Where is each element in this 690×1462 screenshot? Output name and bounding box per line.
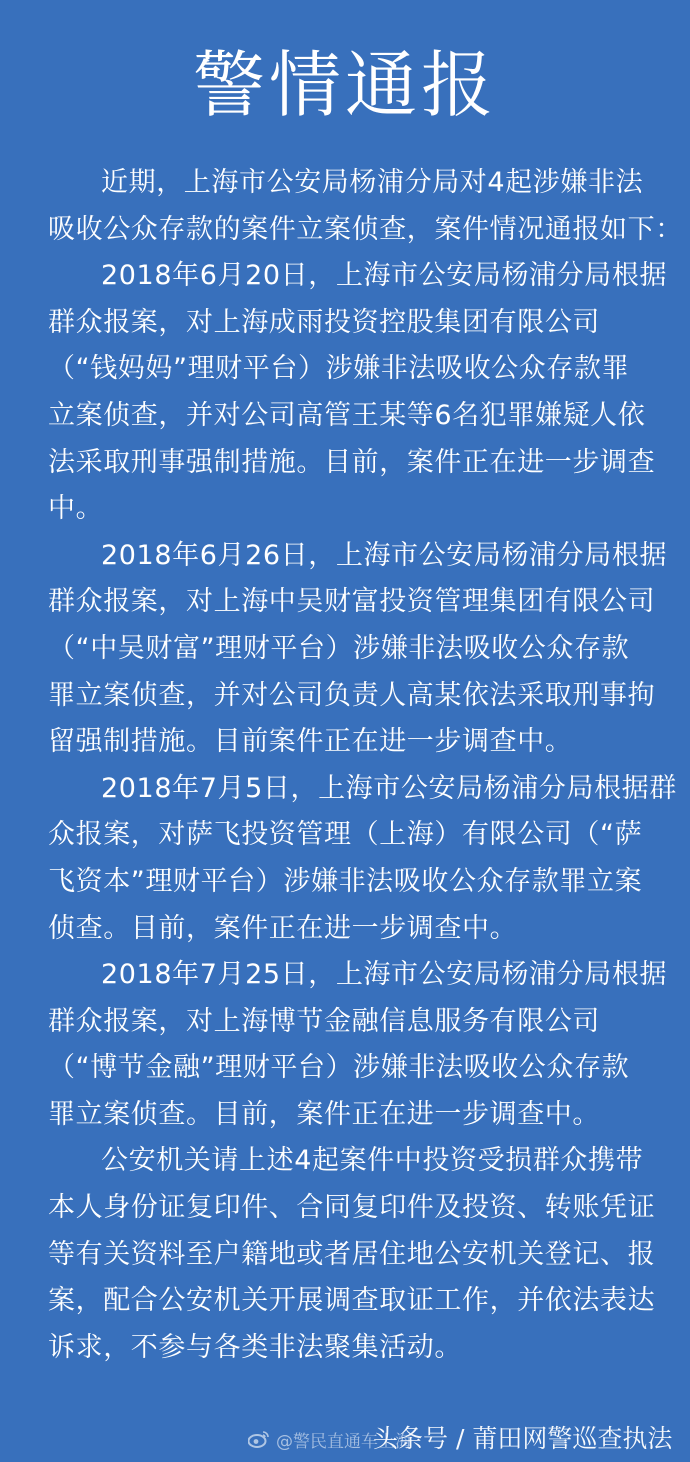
text-line: 立案侦查，并对公司高管王某等6名犯罪嫌疑人依: [48, 399, 646, 431]
text-line: 案，配合公安机关开展调查取证工作，并依法表达: [48, 1285, 656, 1317]
text-line: 群众报案，对上海成雨投资控股集团有限公司: [48, 306, 600, 338]
bulletin-body: [48, 160, 683, 1371]
text-line: 飞资本”理财平台）涉嫌非法吸收公众存款罪立案: [48, 865, 643, 897]
text-line: 法采取刑事强制措施。目前，案件正在进一步调查: [48, 446, 656, 478]
text-line: 中。: [48, 493, 104, 525]
weibo-handle: @警民直通车上海: [276, 1431, 412, 1452]
text-line: 众报案，对萨飞投资管理（上海）有限公司（“萨: [48, 819, 643, 851]
text-line: 2018年7月5日，上海市公安局杨浦分局根据群: [101, 772, 677, 804]
text-line: 公安机关请上述4起案件中投资受损群众携带: [101, 1145, 644, 1177]
page-title: 警情通报: [192, 43, 497, 127]
text-line: （“中吴财富”理财平台）涉嫌非法吸收公众存款: [48, 632, 630, 664]
text-line: （“博节金融”理财平台）涉嫌非法吸收公众存款: [48, 1052, 630, 1084]
text-line: 近期，上海市公安局杨浦分局对4起涉嫌非法: [101, 167, 644, 198]
weibo-logo-icon: [248, 1430, 270, 1448]
text-line: 2018年7月25日，上海市公安局杨浦分局根据: [101, 959, 668, 991]
text-line: 罪立案侦查，并对公司负责人高某依法采取刑事拘: [48, 679, 656, 711]
text-line: 诉求，不参与各类非法聚集活动。: [48, 1331, 462, 1363]
text-line: 2018年6月26日，上海市公安局杨浦分局根据: [101, 539, 668, 571]
text-line: 吸收公众存款的案件立案侦查，案件情况通报如下：: [48, 213, 683, 245]
text-line: 群众报案，对上海博节金融信息服务有限公司: [48, 1005, 600, 1037]
toutiao-source: 头条号 / 莆田网警巡查执法: [373, 1424, 673, 1453]
text-line: 等有关资料至户籍地或者居住地公安机关登记、报: [48, 1238, 656, 1270]
text-line: 留强制措施。目前案件正在进一步调查中。: [48, 726, 573, 758]
text-line: 本人身份证复印件、合同复印件及投资、转账凭证: [48, 1192, 656, 1224]
watermark: [248, 1422, 673, 1456]
text-line: 群众报案，对上海中吴财富投资管理集团有限公司: [48, 586, 656, 618]
text-line: 罪立案侦查。目前，案件正在进一步调查中。: [48, 1098, 600, 1130]
text-line: （“钱妈妈”理财平台）涉嫌非法吸收公众存款罪: [48, 353, 630, 385]
text-line: 侦查。目前，案件正在进一步调查中。: [48, 912, 518, 944]
text-line: 2018年6月20日，上海市公安局杨浦分局根据: [101, 260, 668, 292]
